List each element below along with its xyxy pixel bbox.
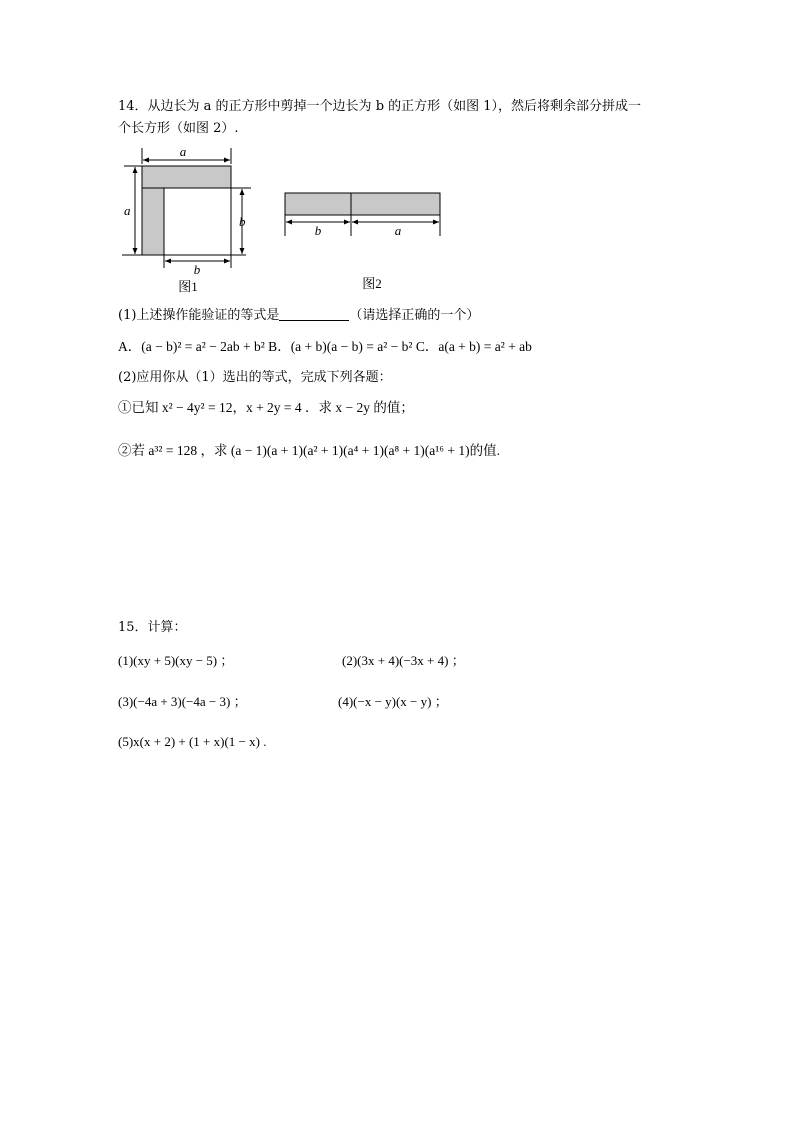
q14-part1-tail: （请选择正确的一个） (349, 308, 480, 323)
q15-title: 15．计算： (118, 620, 187, 635)
q15-p3: (3)(−4a + 3)(−4a − 3) ； (118, 694, 247, 709)
q15-p5: (5)x(x + 2) + (1 + x)(1 − x) . (118, 734, 267, 749)
figure-2 (280, 186, 445, 296)
q15-p2: (2)(3x + 4)(−3x + 4) ； (342, 653, 465, 668)
fig1-label-a-top: a (179, 144, 187, 159)
q14-options: A．(a − b)² = a² − 2ab + b² B．(a + b)(a − b) = a² − b² C．a(a + b) = a² + ab (118, 339, 532, 354)
fig1-caption: 图1 (178, 279, 198, 294)
fig2-caption: 图2 (362, 276, 382, 291)
fig2-label-b: b (314, 223, 322, 238)
fig2-label-a: a (394, 223, 402, 238)
q14-part2: (2)应用你从（1）选出的等式，完成下列各题： (118, 370, 392, 385)
answer-blank[interactable] (279, 307, 349, 321)
q14-line2: 个长方形（如图 2）. (118, 121, 239, 136)
figure-1 (118, 142, 258, 297)
fig1-label-b-bottom: b (193, 262, 201, 277)
q15-p1: (1)(xy + 5)(xy − 5) ； (118, 653, 234, 668)
fig1-label-a-left: a (124, 203, 131, 218)
q14-line1: 14．从边长为 a 的正方形中剪掉一个边长为 b 的正方形（如图 1），然后将剩余部分拼成一 (118, 99, 642, 114)
q14-part1 (118, 307, 479, 325)
q14-sub2: ②若 a³² = 128 ，求 (a − 1)(a + 1)(a² + 1)(a⁴ + 1)(a⁸ + 1)(a¹⁶ + 1)的值. (118, 443, 500, 458)
q14-part1-text: (1)上述操作能验证的等式是 (118, 308, 280, 323)
q15-p4: (4)(−x − y)(x − y) ； (338, 694, 448, 709)
fig1-label-b-right: b (239, 214, 246, 229)
q14-sub1: ①已知 x² − 4y² = 12，x + 2y = 4 ．求 x − 2y 的值； (118, 400, 414, 415)
